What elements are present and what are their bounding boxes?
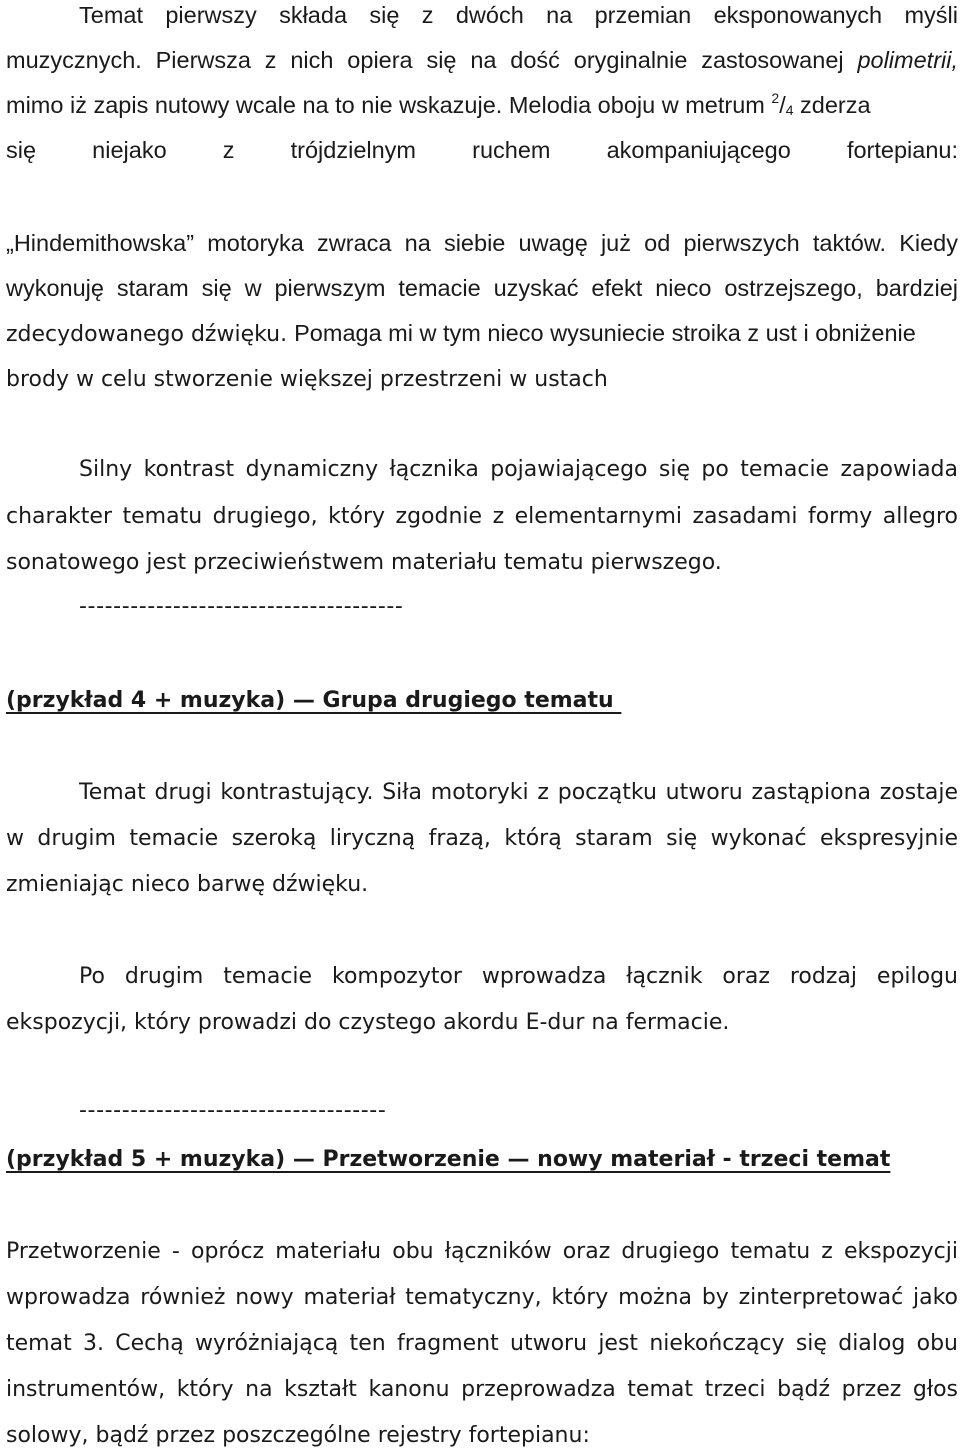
meter-numerator: 2 — [771, 90, 780, 106]
paragraph-line — [6, 90, 958, 123]
separator-dashes: -------------------------------------- — [79, 594, 404, 619]
section-heading: (przykład 4 + muzyka) — Grupa drugiego tematu — [6, 688, 622, 713]
paragraph-line: charakter tematu drugiego, który zgodnie z elementarnymi zasadami formy allegro — [6, 504, 958, 529]
text-span: mimo iż zapis nutowy wcale na to nie wskazuje. Melodia oboju w metrum — [6, 92, 772, 118]
paragraph-line: wprowadza również nowy materiał tematyczny, który można by zinterpretować jako — [6, 1285, 958, 1310]
paragraph-line: Temat drugi kontrastujący. Siła motoryki z początku utworu zastąpiona zostaje — [79, 780, 958, 805]
section-heading: (przykład 5 + muzyka) — Przetworzenie — nowy materiał - trzeci temat — [6, 1147, 891, 1172]
paragraph-line: zmieniając nieco barwę dźwięku. — [6, 872, 369, 897]
paragraph-line: w drugim temacie szeroką liryczną frazą, którą staram się wykonać ekspresyjnie — [6, 826, 958, 851]
paragraph-line: instrumentów, który na kształt kanonu przeprowadza temat trzeci bądź przez głos — [6, 1377, 958, 1402]
text-span: zdecydowanego dźwięku. — [6, 322, 288, 347]
meter-slash: / — [779, 92, 786, 118]
paragraph-line: Temat pierwszy składa się z dwóch na przemian eksponowanych myśli — [79, 2, 958, 28]
text-span: muzycznych. Pierwsza z nich opiera się na dość oryginalnie zastosowanej — [6, 47, 858, 73]
separator-dashes: ------------------------------------ — [79, 1098, 387, 1123]
paragraph-line: Silny kontrast dynamiczny łącznika pojawiającego się po temacie zapowiada — [79, 457, 958, 482]
paragraph-line: solowy, bądź przez poszczególne rejestry fortepianu: — [6, 1423, 590, 1448]
paragraph-line: Po drugim temacie kompozytor wprowadza łącznik oraz rodzaj epilogu — [79, 964, 958, 989]
text-span: zderza — [793, 92, 871, 118]
paragraph-line — [6, 45, 958, 75]
paragraph-line: wykonuję staram się w pierwszym temacie uzyskać efekt nieco ostrzejszego, bardziej — [6, 275, 958, 301]
paragraph-line — [6, 318, 958, 350]
paragraph-line: sonatowego jest przeciwieństwem materiału tematu pierwszego. — [6, 550, 722, 575]
paragraph-line: „Hindemithowska” motoryka zwraca na siebie uwagę już od pierwszych taktów. Kiedy — [6, 230, 958, 256]
paragraph-line: Przetworzenie - oprócz materiału obu łączników oraz drugiego tematu z ekspozycji — [6, 1239, 958, 1264]
paragraph-line: ekspozycji, który prowadzi do czystego akordu E-dur na fermacie. — [6, 1010, 730, 1035]
emphasis-text: polimetrii, — [857, 47, 958, 73]
meter-denominator: 4 — [785, 102, 794, 118]
paragraph-line: brody w celu stworzenie większej przestrzeni w ustach — [6, 367, 608, 392]
paragraph-line: temat 3. Cechą wyróżniającą ten fragment utworu jest niekończący się dialog obu — [6, 1331, 958, 1356]
text-span: Pomaga mi w tym nieco wysuniecie stroika z ust i obniżenie — [294, 320, 916, 346]
paragraph-line: się niejako z trójdzielnym ruchem akompaniującego fortepianu: — [6, 137, 958, 163]
